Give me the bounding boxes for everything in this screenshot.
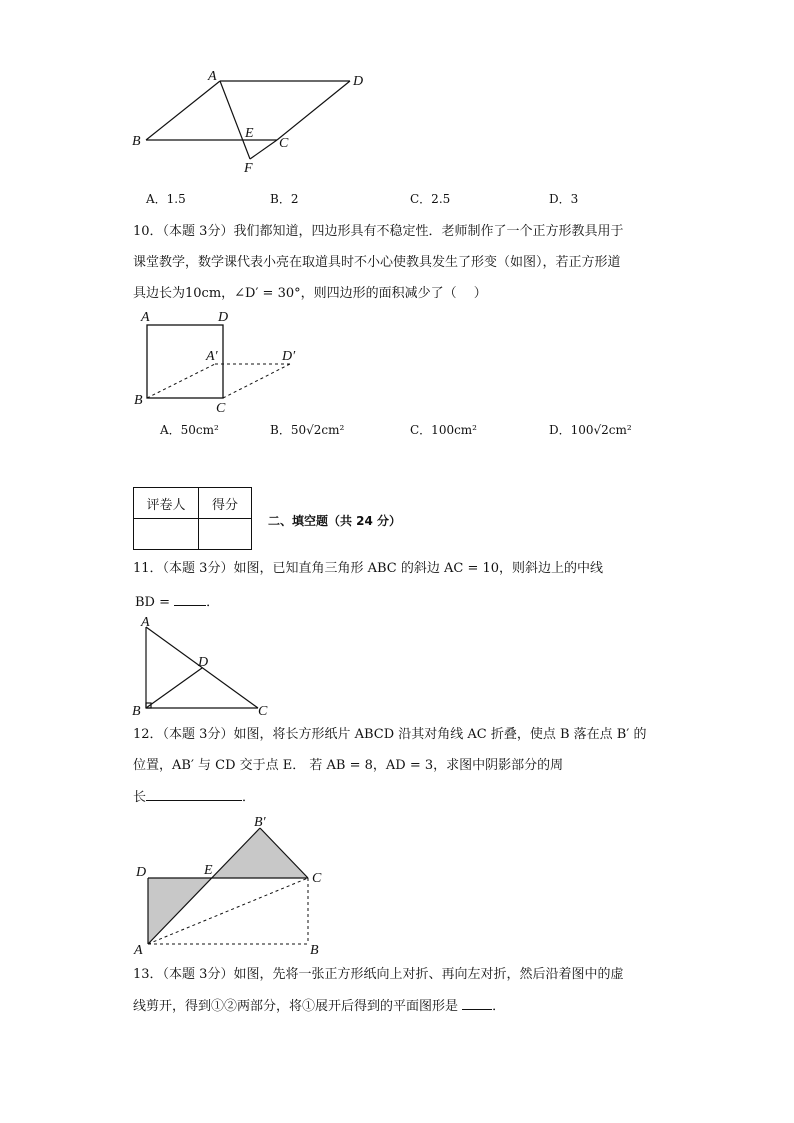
q10-option-b[interactable]: B．50√2cm²	[270, 423, 345, 437]
label-A: A	[208, 69, 217, 84]
label-E: E	[245, 126, 254, 141]
label-B: B	[134, 393, 143, 408]
label-E: E	[204, 863, 213, 878]
label-B: B	[132, 704, 141, 719]
q11-line-end: ．	[206, 595, 220, 610]
label-C: C	[312, 871, 322, 886]
q9-option-c[interactable]: C．2.5	[410, 192, 451, 206]
score-cell[interactable]	[199, 519, 252, 550]
q12-line-end: ．	[242, 790, 256, 805]
label-B: B	[310, 943, 319, 958]
q13-line-end: ．	[492, 999, 506, 1014]
label-A: A	[134, 943, 143, 958]
q13-line-2	[133, 997, 505, 1016]
label-C: C	[258, 704, 268, 719]
q12-line-1: 12．（本题 3分）如图，将长方形纸片 ABCD 沿其对角线 AC 折叠，使点 B 落在点 B′ 的	[133, 727, 647, 742]
reviewer-header: 评卷人	[134, 488, 199, 519]
score-table	[133, 487, 252, 550]
q13-question-text: 线剪开，得到①②两部分，将①展开后得到的平面图形是	[133, 999, 459, 1014]
q10-figure	[128, 305, 318, 417]
q10-option-a[interactable]: A．50cm²	[160, 423, 219, 437]
reviewer-cell[interactable]	[134, 519, 199, 550]
q9-figure	[128, 66, 378, 181]
label-A: A	[141, 615, 150, 630]
q13-line-1: 13．（本题 3分）如图，先将一张正方形纸向上对折、再向左对折，然后沿着图中的虚	[133, 967, 624, 982]
label-D: D	[218, 310, 229, 325]
q10-option-d[interactable]: D．100√2cm²	[549, 423, 632, 437]
q11-bd-label: BD =	[135, 595, 171, 610]
label-D-prime: D′	[282, 349, 296, 364]
label-C: C	[216, 401, 226, 416]
label-A-prime: A′	[206, 349, 218, 364]
q12-line-2: 位置，AB′ 与 CD 交于点 E． 若 AB = 8，AD = 3，求图中阴影部分的周	[133, 758, 564, 773]
label-F: F	[244, 161, 253, 176]
q11-line-1: 11．（本题 3分）如图，已知直角三角形 ABC 的斜边 AC = 10，则斜边上的中线	[133, 561, 604, 576]
q11-figure	[128, 612, 278, 720]
label-D: D	[353, 74, 364, 89]
score-header: 得分	[199, 488, 252, 519]
label-B-prime: B′	[254, 815, 266, 830]
q12-perimeter-label: 长	[133, 790, 147, 805]
q9-option-a[interactable]: A．1.5	[146, 192, 186, 206]
q10-line-2: 课堂教学，数学课代表小亮在取道具时不小心使教具发生了形变（如图），若正方形道	[133, 255, 621, 270]
q12-figure	[128, 810, 338, 958]
section-title: 二、填空题（共 24 分）	[268, 514, 402, 528]
label-D: D	[198, 655, 209, 670]
label-A: A	[141, 310, 150, 325]
q10-line-3: 具边长为10cm，∠D′ = 30°，则四边形的面积减少了（ ）	[133, 286, 487, 301]
q10-line-1: 10．（本题 3分）我们都知道，四边形具有不稳定性．老师制作了一个正方形教具用于	[133, 224, 624, 239]
q10-option-c[interactable]: C．100cm²	[410, 423, 477, 437]
q12-line-3	[133, 788, 255, 807]
label-D: D	[136, 865, 147, 880]
q11-line-2	[135, 593, 219, 612]
q9-option-d[interactable]: D．3	[549, 192, 579, 206]
q12-answer-blank[interactable]	[146, 788, 242, 801]
label-C: C	[279, 136, 289, 151]
q11-answer-blank[interactable]	[174, 593, 206, 606]
q9-option-b[interactable]: B．2	[270, 192, 299, 206]
q13-answer-blank[interactable]	[462, 997, 492, 1010]
label-B: B	[132, 134, 141, 149]
